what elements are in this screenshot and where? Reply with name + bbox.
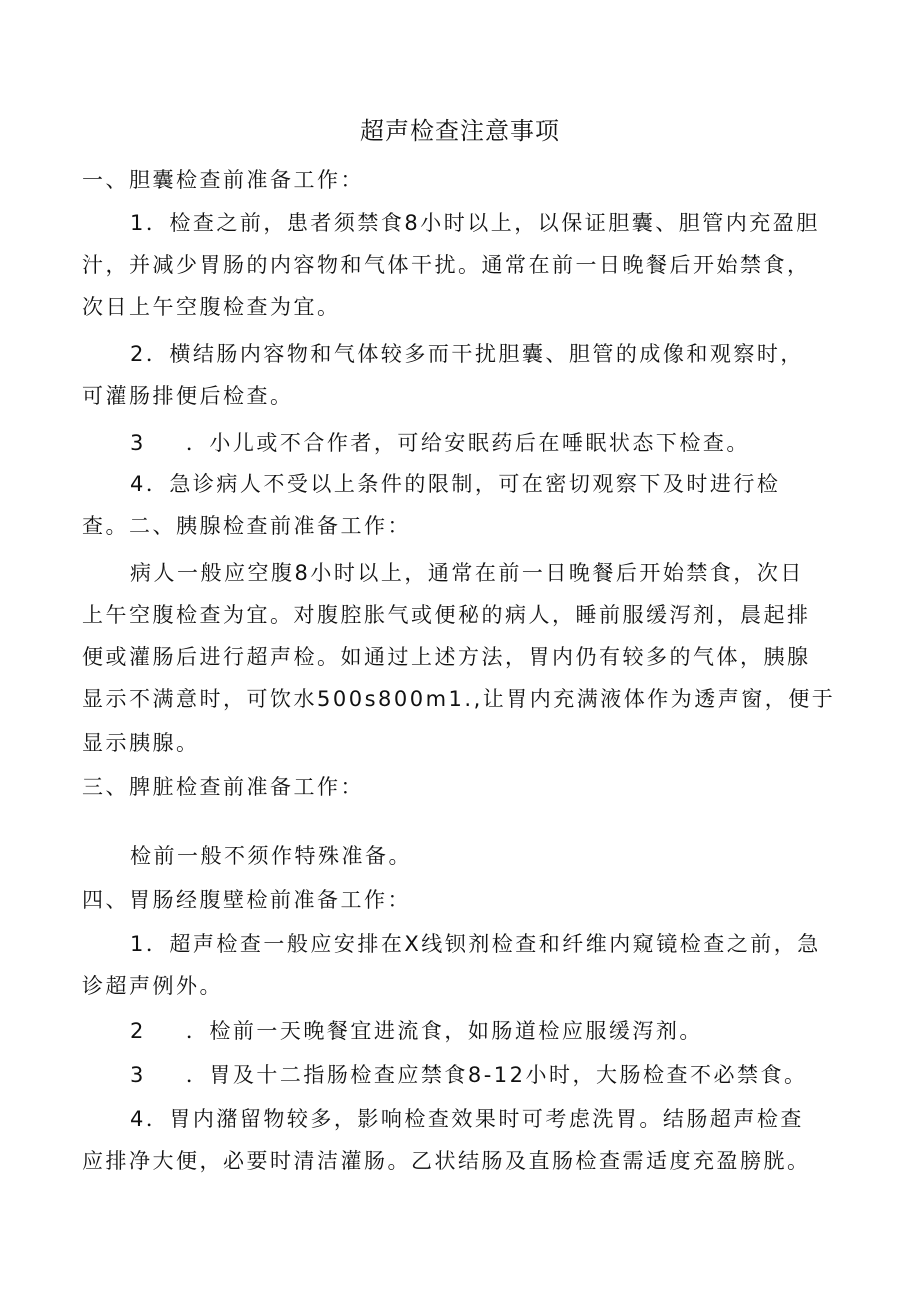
paragraph-line: 上午空腹检查为宜。对腹腔胀气或便秘的病人，睡前服缓泻剂，晨起排 [82, 603, 811, 627]
paragraph-line: 4．急诊病人不受以上条件的限制，可在密切观察下及时进行检 [130, 472, 781, 496]
paragraph-line [130, 428, 750, 458]
item-number: 3 [130, 431, 146, 455]
paragraph-line: 汁，并减少胃肠的内容物和气体干扰。通常在前一日晚餐后开始禁食， [82, 253, 811, 277]
item-text: ．检前一天晚餐宜进流食，如肠道检应服缓泻剂。 [185, 1019, 703, 1043]
paragraph-line: 可灌肠排便后检查。 [82, 384, 294, 408]
paragraph-line: 检前一般不须作特殊准备。 [130, 844, 412, 868]
paragraph-line [130, 1016, 703, 1046]
paragraph-line: 1．超声检查一般应安排在X线钡剂检查和纤维内窥镜检查之前，急 [130, 932, 821, 956]
paragraph-line [130, 1060, 808, 1090]
paragraph-line: 显示不满意时，可饮水500s800m1.,让胃内充满液体作为透声窗，便于 [82, 687, 836, 711]
item-text: ．胃及十二指肠检查应禁食8-12小时，大肠检查不必禁食。 [185, 1063, 808, 1087]
item-text: ．小儿或不合作者，可给安眠药后在唾眠状态下检查。 [185, 431, 750, 455]
paragraph-line: 1．检查之前，患者须禁食8小时以上，以保证胆囊、胆管内充盈胆 [130, 211, 820, 235]
paragraph-line: 应排净大便，必要时清洁灌肠。乙状结肠及直肠检查需适度充盈膀胱。 [82, 1149, 811, 1173]
item-number: 3 [130, 1063, 146, 1087]
paragraph-line: 查。二、胰腺检查前准备工作： [82, 514, 411, 538]
paragraph-line: 便或灌肠后进行超声检。如通过上述方法，胃内仍有较多的气体，胰腺 [82, 645, 811, 669]
paragraph-line: 诊超声例外。 [82, 974, 223, 998]
paragraph-line: 显示胰腺。 [82, 731, 200, 755]
item-number: 2 [130, 1019, 146, 1043]
paragraph-line: 次日上午空腹检查为宜。 [82, 295, 341, 319]
paragraph-line: 4．胃内潴留物较多，影响检查效果时可考虑洗胃。结肠超声检查 [130, 1107, 804, 1131]
page-title: 超声检查注意事项 [360, 117, 560, 145]
paragraph-line: 病人一般应空腹8小时以上，通常在前一日晚餐后开始禁食，次日 [130, 561, 804, 585]
paragraph-line: 2．横结肠内容物和气体较多而干扰胆囊、胆管的成像和观察时， [130, 342, 804, 366]
section-heading-spleen: 三、脾脏检查前准备工作： [82, 775, 364, 799]
section-heading-stomach: 四、胃肠经腹壁检前准备工作： [82, 888, 411, 912]
section-heading-gallbladder: 一、胆囊检查前准备工作： [82, 168, 364, 192]
